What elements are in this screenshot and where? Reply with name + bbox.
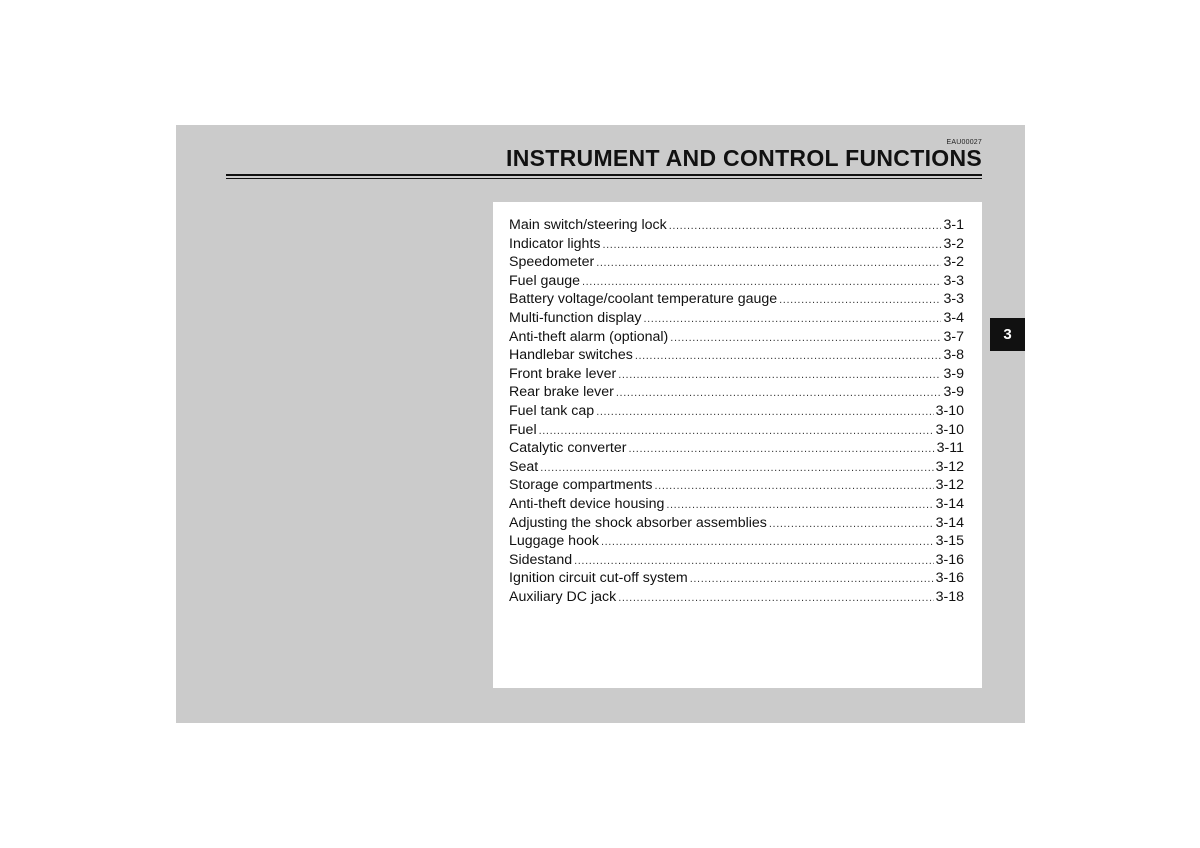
toc-entry-label: Rear brake lever: [509, 384, 614, 401]
toc-entry-page: 3-4: [943, 309, 964, 326]
toc-entry[interactable]: [509, 235, 964, 254]
toc-entry-page: 3-8: [943, 347, 964, 364]
toc-entry[interactable]: [509, 476, 964, 495]
toc-entry-page: 3-16: [935, 570, 964, 587]
toc-leader-dots: [655, 477, 934, 496]
toc-entry[interactable]: [509, 495, 964, 514]
toc-entry-page: 3-3: [943, 272, 964, 289]
toc-entry-page: 3-14: [935, 495, 964, 512]
toc-entry[interactable]: [509, 514, 964, 533]
toc-leader-dots: [690, 570, 934, 589]
toc-entry-label: Adjusting the shock absorber assemblies: [509, 514, 767, 531]
toc-entry-label: Front brake lever: [509, 365, 617, 382]
toc-entry-page: 3-12: [935, 458, 964, 475]
toc-leader-dots: [618, 589, 933, 608]
toc-entry-page: 3-14: [935, 514, 964, 531]
toc-entry[interactable]: [509, 328, 964, 347]
toc-entry-page: 3-15: [935, 533, 964, 550]
toc-entry[interactable]: [509, 421, 964, 440]
toc-entry[interactable]: [509, 588, 964, 607]
page-title: INSTRUMENT AND CONTROL FUNCTIONS: [506, 145, 982, 171]
toc-entry[interactable]: [509, 216, 964, 235]
toc-entry[interactable]: [509, 253, 964, 272]
toc-entry[interactable]: [509, 458, 964, 477]
toc-leader-dots: [628, 440, 934, 459]
toc-entry-page: 3-16: [935, 551, 964, 568]
toc-leader-dots: [539, 422, 934, 441]
toc-entry-label: Speedometer: [509, 254, 595, 271]
title-rule-thin: [226, 178, 982, 179]
toc-entry[interactable]: [509, 272, 964, 291]
toc-entry-page: 3-11: [936, 440, 964, 457]
toc-entry-label: Luggage hook: [509, 533, 599, 550]
toc-entry-label: Fuel tank cap: [509, 402, 595, 419]
toc-leader-dots: [635, 347, 942, 366]
toc-entry[interactable]: [509, 532, 964, 551]
toc-entry-page: 3-10: [935, 421, 964, 438]
toc-entry-label: Ignition circuit cut-off system: [509, 570, 688, 587]
toc-leader-dots: [670, 329, 941, 348]
toc-leader-dots: [669, 217, 942, 236]
toc-entry-label: Auxiliary DC jack: [509, 588, 617, 605]
toc-entry-label: Indicator lights: [509, 235, 601, 252]
toc-entry-label: Anti-theft alarm (optional): [509, 328, 669, 345]
toc-leader-dots: [602, 236, 941, 255]
toc-leader-dots: [596, 254, 941, 273]
toc-leader-dots: [643, 310, 941, 329]
toc-entry[interactable]: [509, 346, 964, 365]
toc-entry[interactable]: [509, 365, 964, 384]
toc-entry-page: 3-10: [935, 402, 964, 419]
toc-leader-dots: [618, 366, 941, 385]
toc-entry[interactable]: [509, 383, 964, 402]
toc-leader-dots: [769, 515, 934, 534]
toc-entry-page: 3-12: [935, 477, 964, 494]
toc-entry-label: Seat: [509, 458, 539, 475]
toc-entry-label: Multi-function display: [509, 309, 642, 326]
toc-entry-label: Sidestand: [509, 551, 573, 568]
toc-entry[interactable]: [509, 551, 964, 570]
manual-page: [176, 125, 1025, 723]
toc-entry-label: Fuel: [509, 421, 537, 438]
toc-entry-label: Handlebar switches: [509, 347, 633, 364]
toc-leader-dots: [616, 384, 942, 403]
toc-leader-dots: [779, 291, 941, 310]
toc-leader-dots: [582, 273, 941, 292]
toc-entry-label: Anti-theft device housing: [509, 495, 665, 512]
toc-entry-page: 3-9: [943, 365, 964, 382]
toc-entry[interactable]: [509, 439, 964, 458]
toc-entry-page: 3-9: [943, 384, 964, 401]
toc-entry-label: Storage compartments: [509, 477, 653, 494]
toc-entry-page: 3-3: [943, 291, 964, 308]
chapter-tab[interactable]: 3: [990, 318, 1025, 351]
toc-leader-dots: [601, 533, 934, 552]
toc-entry-page: 3-2: [943, 235, 964, 252]
toc-entry-page: 3-7: [943, 328, 964, 345]
toc-leader-dots: [540, 459, 933, 478]
toc-entry-label: Main switch/steering lock: [509, 217, 667, 233]
toc-leader-dots: [574, 552, 933, 571]
document-code: EAU00027: [946, 139, 982, 146]
toc-entry-page: 3-18: [935, 588, 964, 605]
toc-entry-label: Fuel gauge: [509, 272, 580, 289]
toc-leader-dots: [596, 403, 933, 422]
toc-entry-label: Catalytic converter: [509, 440, 627, 457]
title-rule-thick: [226, 174, 982, 176]
toc-entry-page: 3-2: [943, 254, 964, 271]
toc-entry[interactable]: [509, 309, 964, 328]
table-of-contents: [493, 202, 982, 688]
toc-entry[interactable]: [509, 569, 964, 588]
toc-entry-page: 3-1: [943, 217, 964, 233]
toc-entry-label: Battery voltage/coolant temperature gauge: [509, 291, 778, 308]
toc-list: [509, 216, 964, 606]
toc-entry[interactable]: [509, 290, 964, 309]
toc-entry[interactable]: [509, 402, 964, 421]
toc-leader-dots: [666, 496, 933, 515]
